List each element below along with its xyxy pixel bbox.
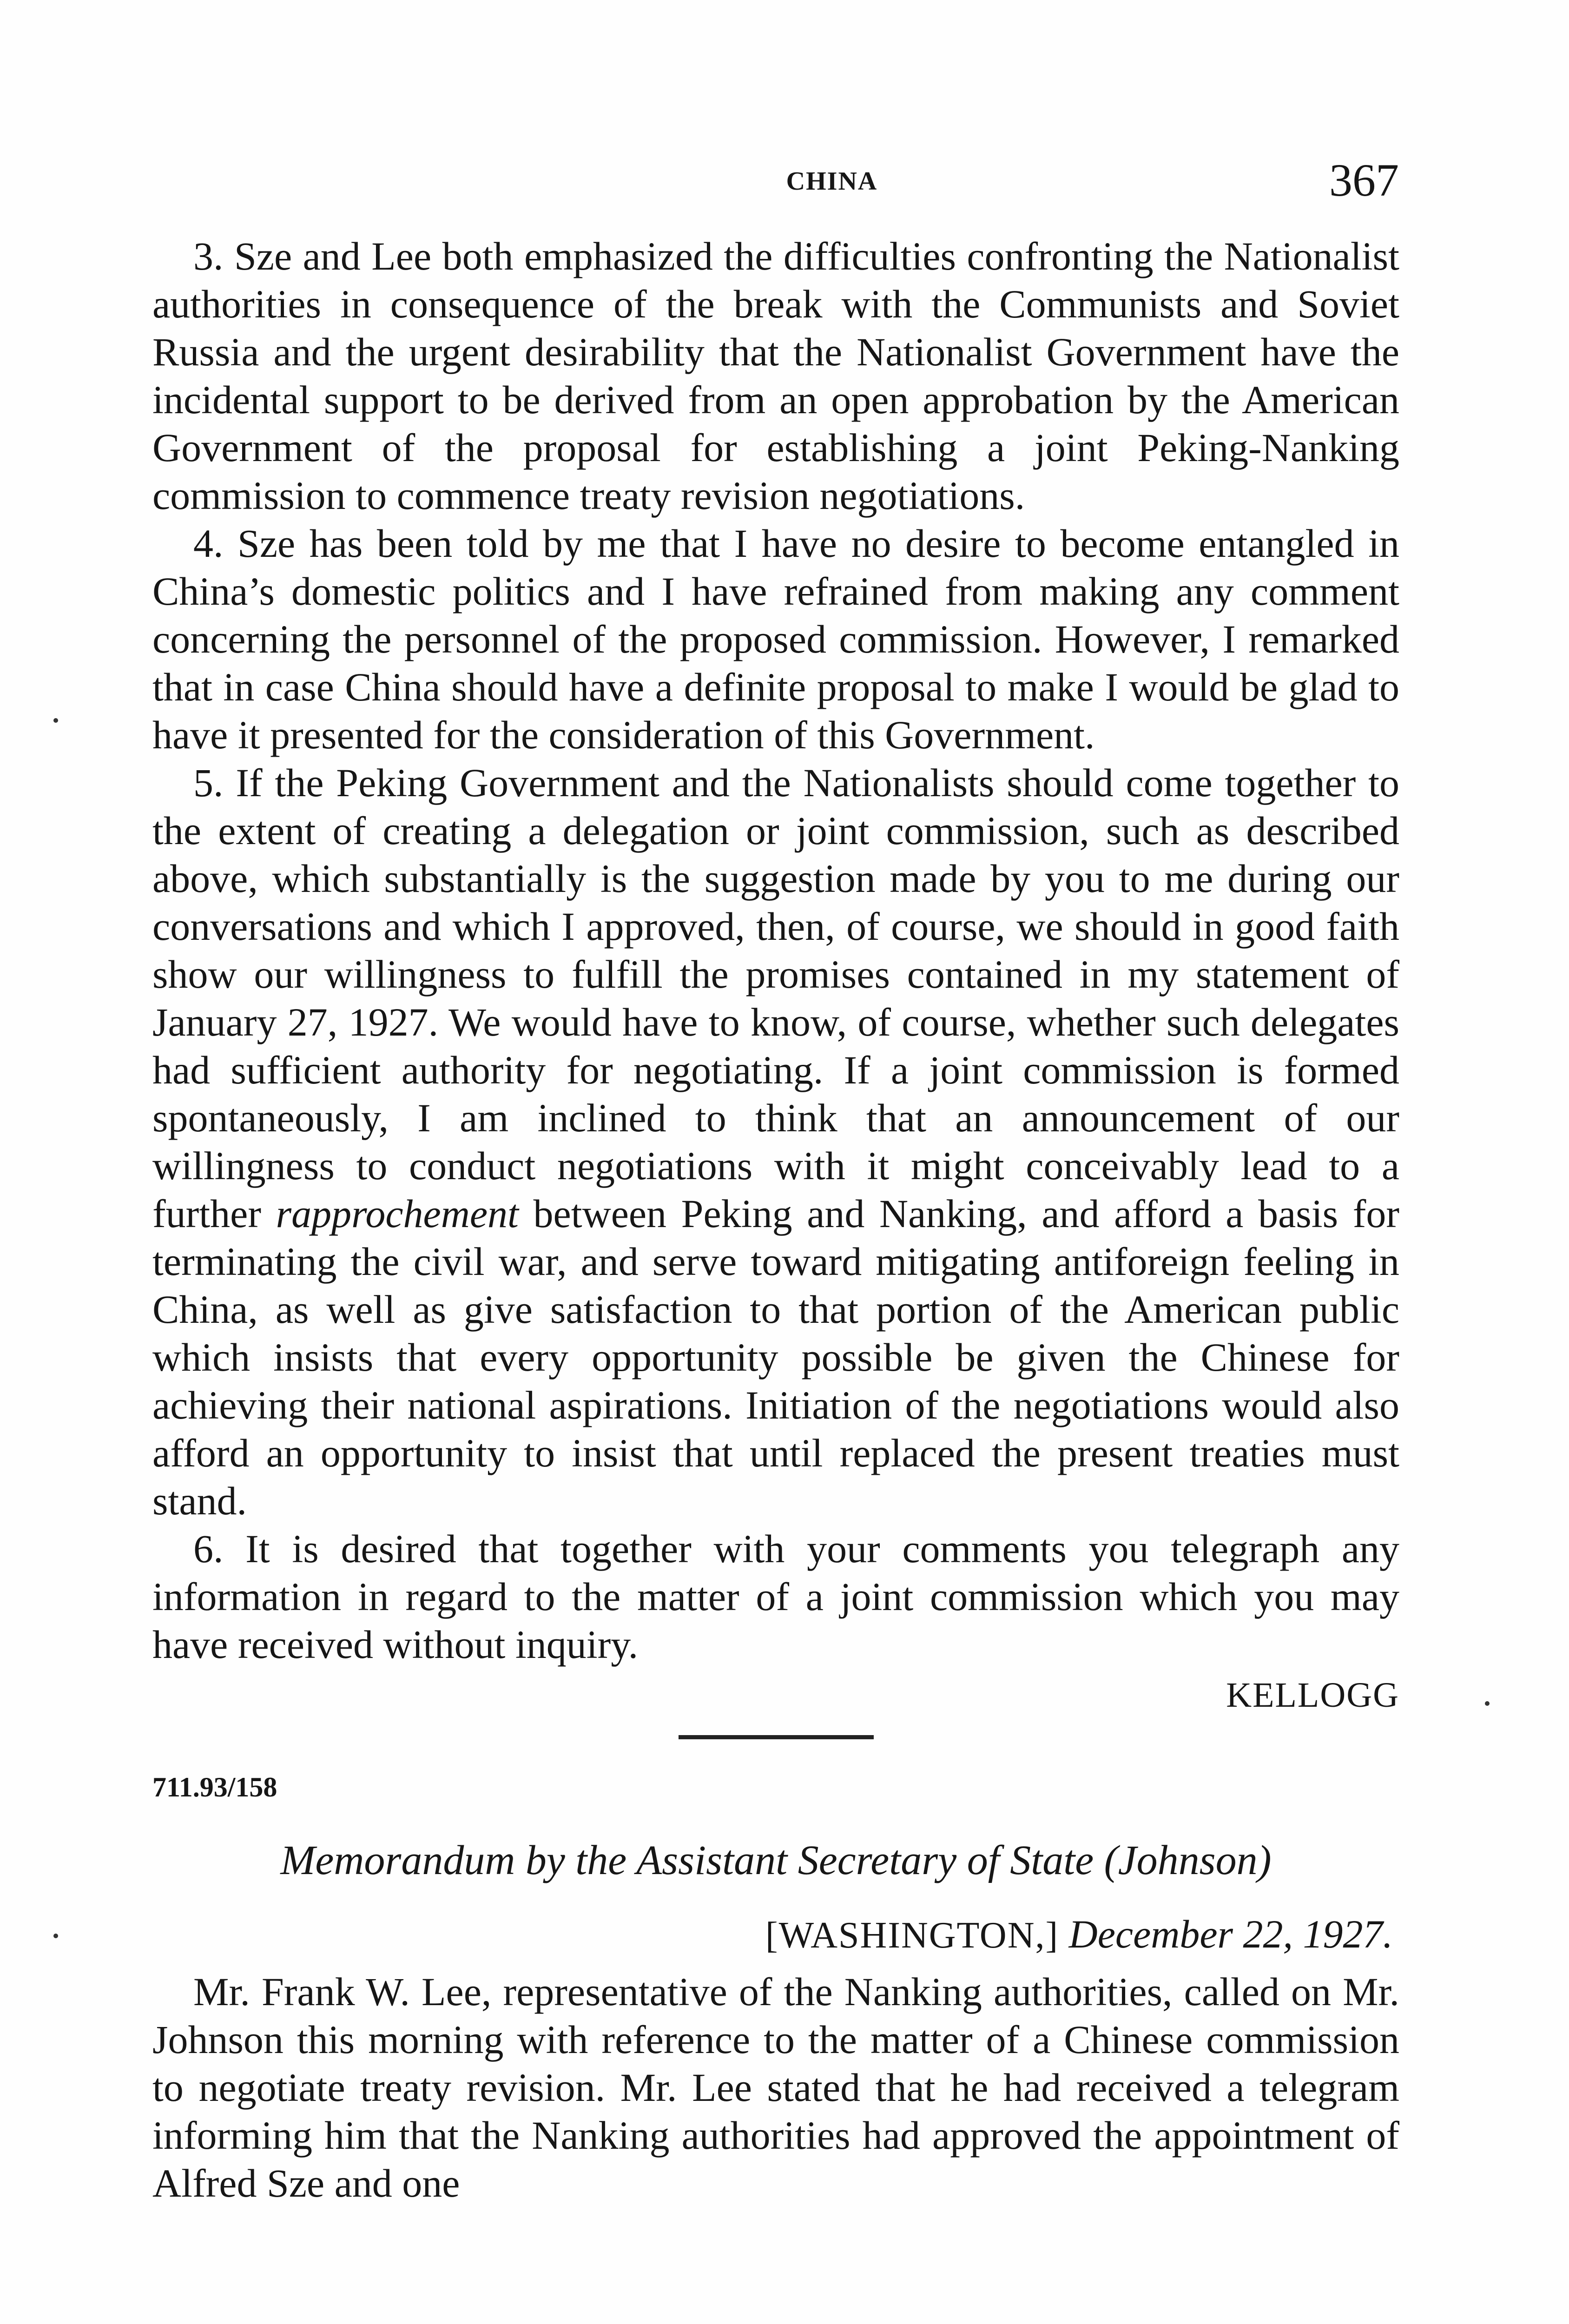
memo-title: Memorandum by the Assistant Secretary of State (Johnson)	[280, 1837, 1272, 1883]
memo-paragraph: Mr. Frank W. Lee, representative of the Nanking authorities, called on Mr. Johnson this morning with reference to the matter of a Chinese commission to negotiate treaty revision. Mr. Lee stated that he had received a telegram informing him that the Nanking authorities had approved the appointment of Alfred Sze and one	[152, 1969, 1399, 2205]
file-number: 711.93/158	[152, 1772, 277, 1802]
margin-speck	[1485, 1701, 1490, 1706]
dateline-place: [WASHINGTON,]	[765, 1915, 1059, 1956]
paragraph-5-text-start: 5. If the Peking Government and the Nationalists should come together to the extent of creating a delegation or joint commission, such as described above, which substantially is the suggestion made by you to me during our conversations and which I approved, then, of course, we should in good faith show our willingness to fulfill the promises contained in my statement of January 27, 1927. We would have to know, of course, whether such delegates had sufficient authority for negotiating. If a joint commission is formed spontaneously, I am inclined to think that an announcement of our willingness to conduct negotiations with it might conceivably lead to a further	[152, 760, 1399, 1236]
signature: KELLOGG	[1226, 1676, 1399, 1715]
paragraph-5-italic-term: rapprochement	[276, 1191, 519, 1236]
paragraph-6: 6. It is desired that together with your comments you telegraph any information in regard to the matter of a joint commission which you may have received without inquiry.	[152, 1526, 1399, 1667]
dateline	[152, 1910, 1393, 1960]
paragraph-5-text-end: between Peking and Nanking, and afford a basis for terminating the civil war, and serve toward mitigating antiforeign feeling in China, as well as give satisfaction to that portion of the American public which insists that every opportunity possible be given the Chinese for achieving their national aspirations. Initiation of the negotiations would also afford an opportunity to insist that until replaced the present treaties must stand.	[152, 1191, 1400, 1523]
page-number: 367	[1329, 154, 1399, 206]
paragraph-3: 3. Sze and Lee both emphasized the difficulties confronting the Nationalist authorities in consequence of the break with the Communists and Soviet Russia and the urgent desirability that the Nationalist Government have the incidental support to be derived from an open approbation by the American Government of the proposal for establishing a joint Peking-Nanking commission to commence treaty revision negotiations.	[152, 234, 1399, 518]
document-body	[152, 232, 1399, 2207]
running-title: CHINA	[786, 167, 878, 196]
margin-speck	[53, 1934, 58, 1938]
running-head	[153, 153, 1399, 205]
section-divider	[679, 1735, 874, 1739]
paragraph-4: 4. Sze has been told by me that I have no desire to become entangled in China’s domestic politics and I have refrained from making any comment concerning the personnel of the proposed commission. However, I remarked that in case China should have a definite proposal to make I would be glad to have it presented for the consideration of this Government.	[152, 521, 1399, 757]
paragraph-5	[152, 759, 1399, 1525]
dateline-date: December 22, 1927.	[1068, 1912, 1393, 1956]
margin-speck	[53, 718, 58, 723]
